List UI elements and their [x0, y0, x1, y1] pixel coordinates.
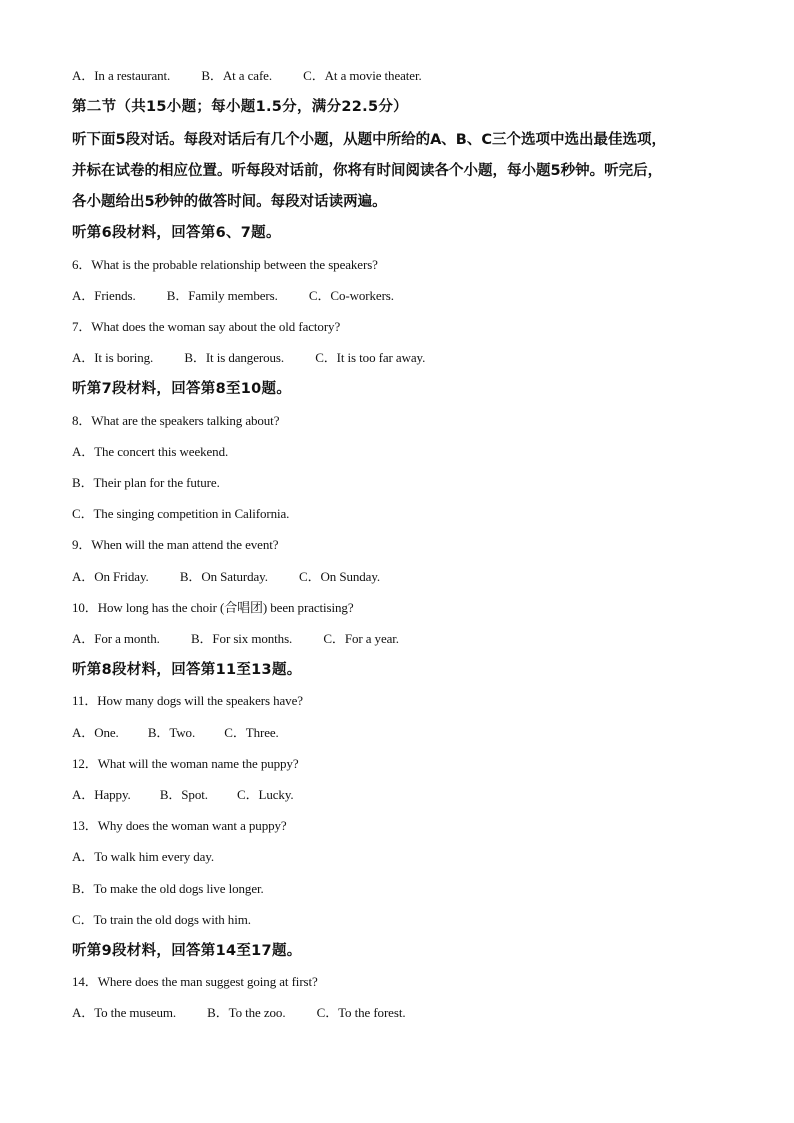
- passage6-header: 听第6段材料，回答第6、7题。: [72, 225, 281, 241]
- passage9-header: 听第9段材料，回答第14至17题。: [72, 943, 302, 959]
- q6-options: [72, 286, 394, 306]
- q11-option-b: B．Two.: [147, 725, 196, 740]
- question-13: 13．Why does the woman want a puppy?: [72, 818, 287, 833]
- question-12: 12．What will the woman name the puppy?: [72, 756, 299, 771]
- question-10: 10．How long has the choir (合唱团) been practising?: [72, 600, 354, 615]
- section2-title: 第二节（共15小题；每小题1.5分，满分22.5分）: [72, 99, 408, 115]
- q11-option-a: A．One.: [72, 725, 119, 740]
- q9-options: [72, 567, 380, 587]
- q14-option-c: C．To the forest.: [316, 1005, 406, 1020]
- question-6: 6．What is the probable relationship between the speakers?: [72, 257, 378, 272]
- q13-option-a: A．To walk him every day.: [72, 849, 215, 864]
- instructions-line-2: 并标在试卷的相应位置。听每段对话前，你将有时间阅读各个小题，每小题5秒钟。听完后，: [72, 163, 663, 179]
- question-7: 7．What does the woman say about the old factory?: [72, 319, 341, 334]
- q6-option-a: A．Friends.: [72, 288, 136, 303]
- instructions-line-3: 各小题给出5秒钟的做答时间。每段对话读两遍。: [72, 194, 387, 210]
- q7-option-a: A．It is boring.: [72, 350, 154, 365]
- q9-option-a: A．On Friday.: [72, 569, 149, 584]
- question-14: 14．Where does the man suggest going at first?: [72, 974, 318, 989]
- q14-options: [72, 1003, 405, 1023]
- instructions-line-1: 听下面5段对话。每段对话后有几个小题，从题中所给的A、B、C三个选项中选出最佳选项，: [72, 132, 667, 148]
- q7-option-c: C．It is too far away.: [315, 350, 426, 365]
- q13-option-b: B．To make the old dogs live longer.: [72, 881, 264, 896]
- q8-option-a: A．The concert this weekend.: [72, 444, 229, 459]
- q14-option-b: B．To the zoo.: [207, 1005, 286, 1020]
- q6-option-b: B．Family members.: [166, 288, 278, 303]
- q10-option-a: A．For a month.: [72, 631, 160, 646]
- q8-option-b: B．Their plan for the future.: [72, 475, 220, 490]
- q11-option-c: C．Three.: [224, 725, 279, 740]
- q10-option-c: C．For a year.: [323, 631, 399, 646]
- q12-option-b: B．Spot.: [159, 787, 208, 802]
- q12-option-a: A．Happy.: [72, 787, 131, 802]
- q8-option-c: C．The singing competition in California.: [72, 506, 290, 521]
- q9-option-b: B．On Saturday.: [179, 569, 268, 584]
- question-11: 11．How many dogs will the speakers have?: [72, 693, 303, 708]
- q9-option-c: C．On Sunday.: [299, 569, 381, 584]
- passage8-header: 听第8段材料，回答第11至13题。: [72, 662, 302, 678]
- q14-option-a: A．To the museum.: [72, 1005, 177, 1020]
- q7-options: [72, 348, 425, 368]
- q5-options: [72, 66, 422, 86]
- question-8: 8．What are the speakers talking about?: [72, 413, 280, 428]
- q5-option-c: C．At a movie theater.: [303, 68, 422, 83]
- q11-options: [72, 723, 279, 743]
- q12-options: [72, 785, 294, 805]
- q13-option-c: C．To train the old dogs with him.: [72, 912, 251, 927]
- question-9: 9．When will the man attend the event?: [72, 537, 279, 552]
- q6-option-c: C．Co-workers.: [308, 288, 394, 303]
- q5-option-a: A．In a restaurant.: [72, 68, 171, 83]
- passage7-header: 听第7段材料，回答第8至10题。: [72, 381, 292, 397]
- q10-option-b: B．For six months.: [190, 631, 293, 646]
- q12-option-c: C．Lucky.: [237, 787, 294, 802]
- q5-option-b: B．At a cafe.: [201, 68, 272, 83]
- q10-options: [72, 629, 399, 649]
- q7-option-b: B．It is dangerous.: [184, 350, 285, 365]
